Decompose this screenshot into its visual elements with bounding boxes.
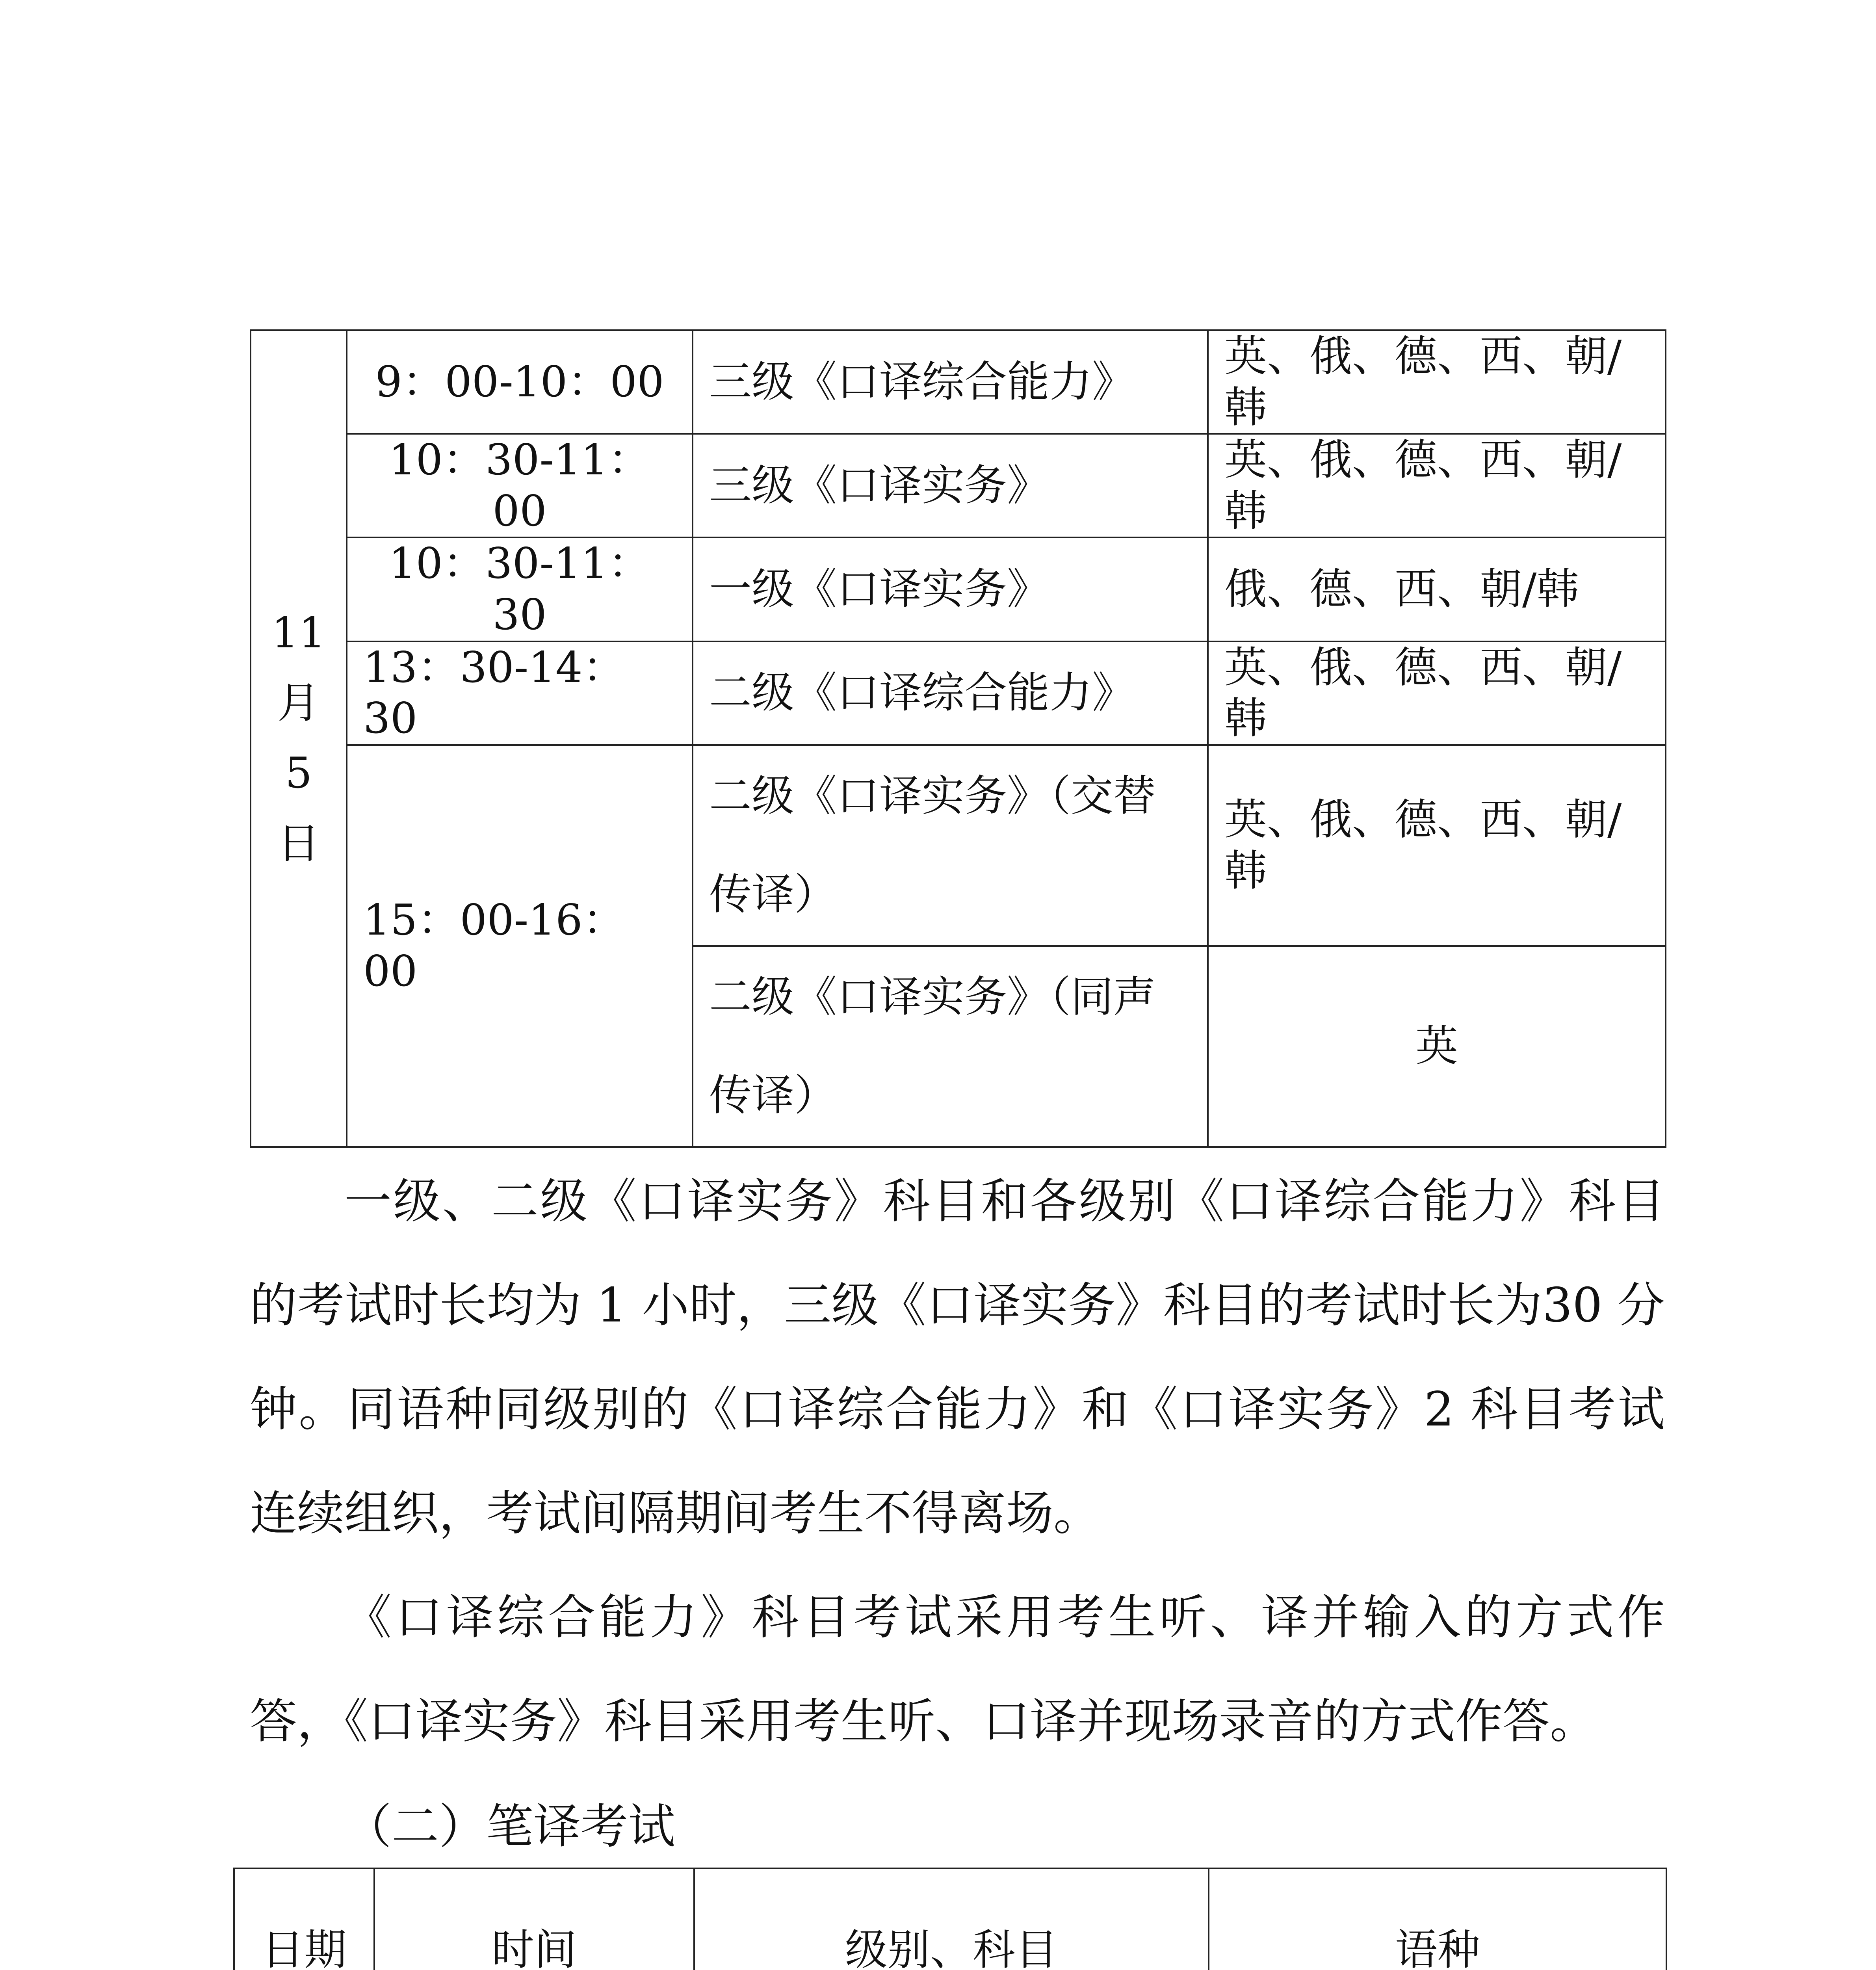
exam-date-cell <box>251 330 347 1147</box>
section-heading: （二）笔译考试 <box>344 1799 675 1854</box>
languages-cell: 英、俄、德、西、朝/韩 <box>1208 330 1666 434</box>
languages-cell: 俄、德、西、朝/韩 <box>1208 537 1666 641</box>
header-date: 日期 <box>234 1868 374 1970</box>
subject-cell: 一级《口译实务》 <box>693 537 1208 641</box>
languages-cell: 英、俄、德、西、朝/韩 <box>1208 745 1666 946</box>
time-cell: 13：30-14：30 <box>347 641 693 745</box>
subject-cell: 二级《口译实务》（交替传译） <box>693 745 1208 946</box>
date-line: 11 <box>271 608 326 658</box>
interpretation-exam-table <box>250 329 1666 1148</box>
subject-cell: 二级《口译综合能力》 <box>693 641 1208 745</box>
written-exam-table <box>233 1868 1667 1970</box>
time-cell: 9：00-10：00 <box>347 330 693 434</box>
header-languages: 语种 <box>1209 1868 1666 1970</box>
date-line: 5 <box>285 749 312 798</box>
subject-cell: 二级《口译实务》（同声传译） <box>693 946 1208 1147</box>
date-line: 月 <box>277 678 320 728</box>
languages-cell: 英、俄、德、西、朝/韩 <box>1208 434 1666 537</box>
languages-cell: 英 <box>1208 946 1666 1147</box>
time-cell: 10：30-11：00 <box>347 434 693 537</box>
header-time: 时间 <box>374 1868 694 1970</box>
time-cell: 15：00-16：00 <box>347 745 693 1147</box>
subject-cell: 三级《口译实务》 <box>693 434 1208 537</box>
date-line: 日 <box>277 819 320 868</box>
header-subject: 级别、科目 <box>694 1868 1209 1970</box>
time-cell: 10：30-11：30 <box>347 537 693 641</box>
subject-cell: 三级《口译综合能力》 <box>693 330 1208 434</box>
answer-method-paragraph: 《口译综合能力》科目考试采用考生听、译并输入的方式作答，《口译实务》科目采用考生听、口译并现场录音的方式作答。 <box>250 1590 1665 1749</box>
exam-duration-paragraph: 一级、二级《口译实务》科目和各级别《口译综合能力》科目的考试时长均为 1 小时，三级《口译实务》科目的考试时长为30 分钟。同语种同级别的《口译综合能力》和《口译实务》2 科目考试连续组织，考试间隔期间考生不得离场。 <box>250 1174 1665 1541</box>
languages-cell: 英、俄、德、西、朝/韩 <box>1208 641 1666 745</box>
